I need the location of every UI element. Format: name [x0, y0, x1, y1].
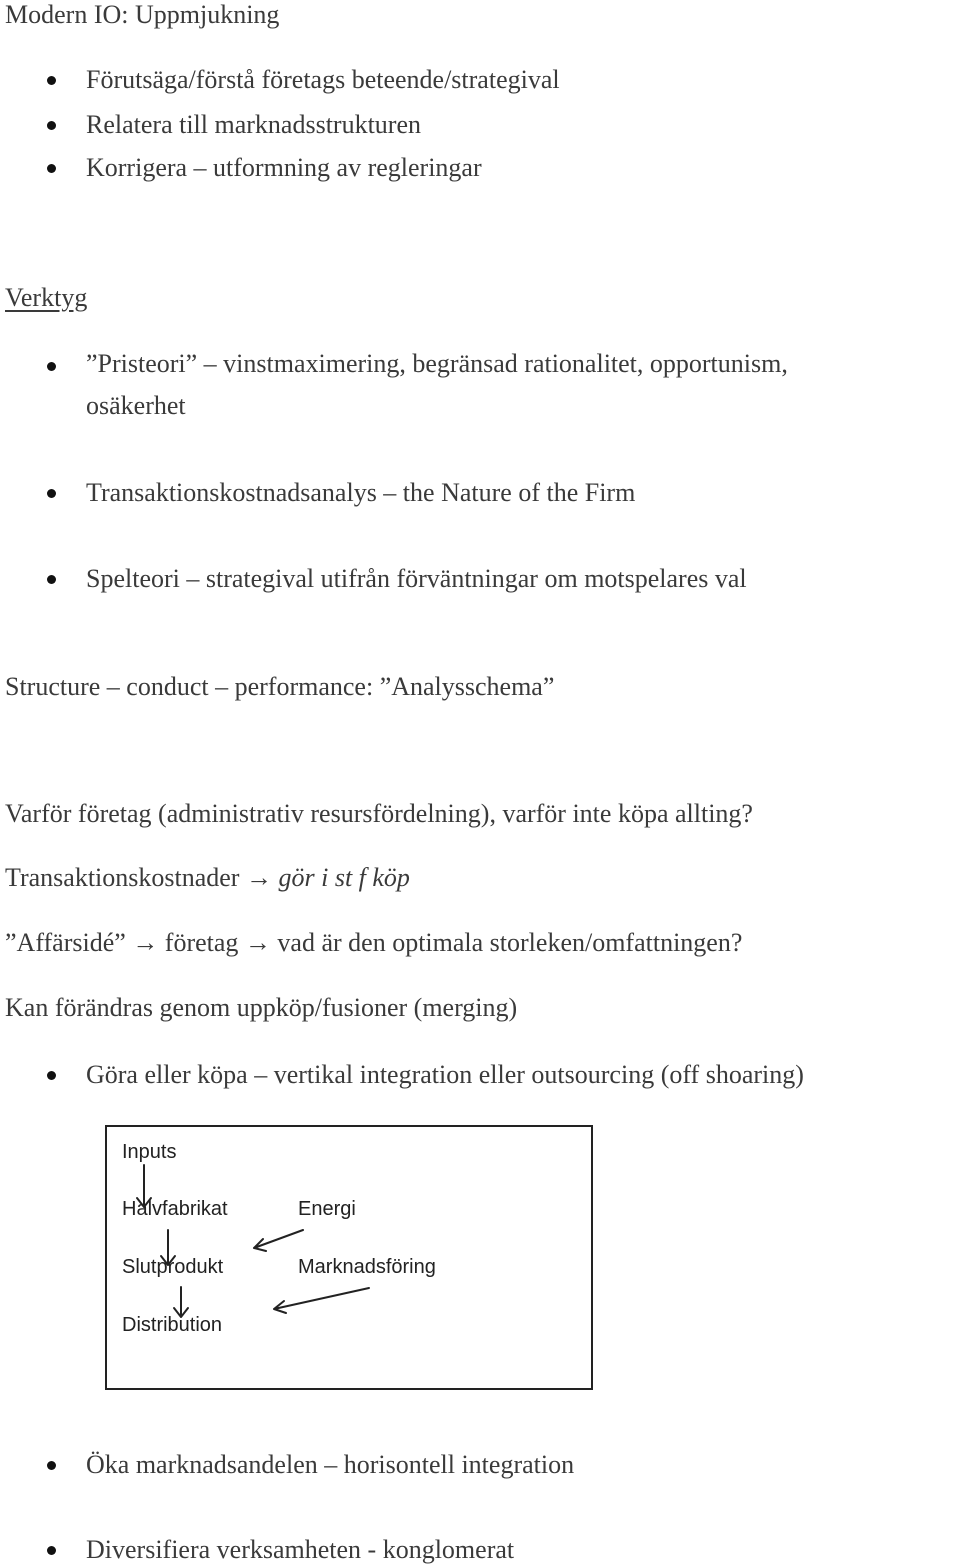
right-arrow-icon: → — [245, 863, 272, 892]
scp-paragraph: Structure – conduct – performance: ”Analysschema” — [5, 672, 555, 701]
business-idea-line — [5, 930, 742, 956]
affar-part2: företag — [164, 928, 239, 957]
merging-paragraph: Kan förändras genom uppköp/fusioner (merging) — [5, 993, 518, 1022]
transaction-cost-line — [5, 865, 410, 891]
list-item-continuation: osäkerhet — [86, 391, 186, 420]
list-item: Öka marknadsandelen – horisontell integration — [86, 1450, 575, 1479]
list-item: Förutsäga/förstå företags beteende/strategival — [86, 65, 560, 94]
bullet-dot — [47, 1461, 56, 1470]
list-item: Korrigera – utformning av regleringar — [86, 153, 482, 182]
list-item: Transaktionskostnadsanalys – the Nature of the Firm — [86, 478, 636, 507]
list-item: Diversifiera verksamheten - konglomerat — [86, 1535, 515, 1564]
bullet-dot — [47, 1546, 56, 1555]
bullet-dot — [47, 1071, 56, 1080]
list-item: Göra eller köpa – vertikal integration eller outsourcing (off shoaring) — [86, 1060, 804, 1089]
right-arrow-icon: → — [132, 928, 159, 957]
value-chain-diagram — [105, 1125, 593, 1390]
arrow-left-icon — [274, 1288, 369, 1313]
diagram-node-inputs: Inputs — [122, 1141, 177, 1163]
bullet-dot — [47, 121, 56, 130]
bullet-dot — [47, 362, 56, 371]
page-title: Modern IO: Uppmjukning — [5, 0, 280, 29]
diagram-node-marknadsforing: Marknadsföring — [298, 1256, 436, 1278]
list-item: Relatera till marknadsstrukturen — [86, 110, 422, 139]
question-paragraph: Varför företag (administrativ resursfördelning), varför inte köpa allting? — [5, 799, 753, 828]
arrow-left-icon — [254, 1230, 303, 1251]
tk-prefix: Transaktionskostnader — [5, 863, 240, 892]
diagram-node-slutprodukt: Slutprodukt — [122, 1256, 224, 1278]
right-arrow-icon: → — [244, 928, 271, 957]
diagram-node-distribution: Distribution — [122, 1314, 223, 1336]
bullet-dot — [47, 489, 56, 498]
affar-part3: vad är den optimala storleken/omfattningen? — [277, 928, 743, 957]
list-item: ”Pristeori” – vinstmaximering, begränsad rationalitet, opportunism, — [86, 349, 788, 378]
tk-italic: gör i st f köp — [278, 863, 410, 892]
bullet-dot — [47, 164, 56, 173]
section-heading-tools: Verktyg — [5, 283, 88, 312]
list-item: Spelteori – strategival utifrån förväntningar om motspelares val — [86, 564, 747, 593]
diagram-node-energi: Energi — [298, 1198, 356, 1220]
bullet-dot — [47, 76, 56, 85]
arrow-down-icon — [174, 1287, 188, 1317]
affar-part1: ”Affärsidé” — [5, 928, 126, 957]
diagram-node-halvfabrikat: Halvfabrikat — [122, 1198, 228, 1220]
bullet-dot — [47, 575, 56, 584]
